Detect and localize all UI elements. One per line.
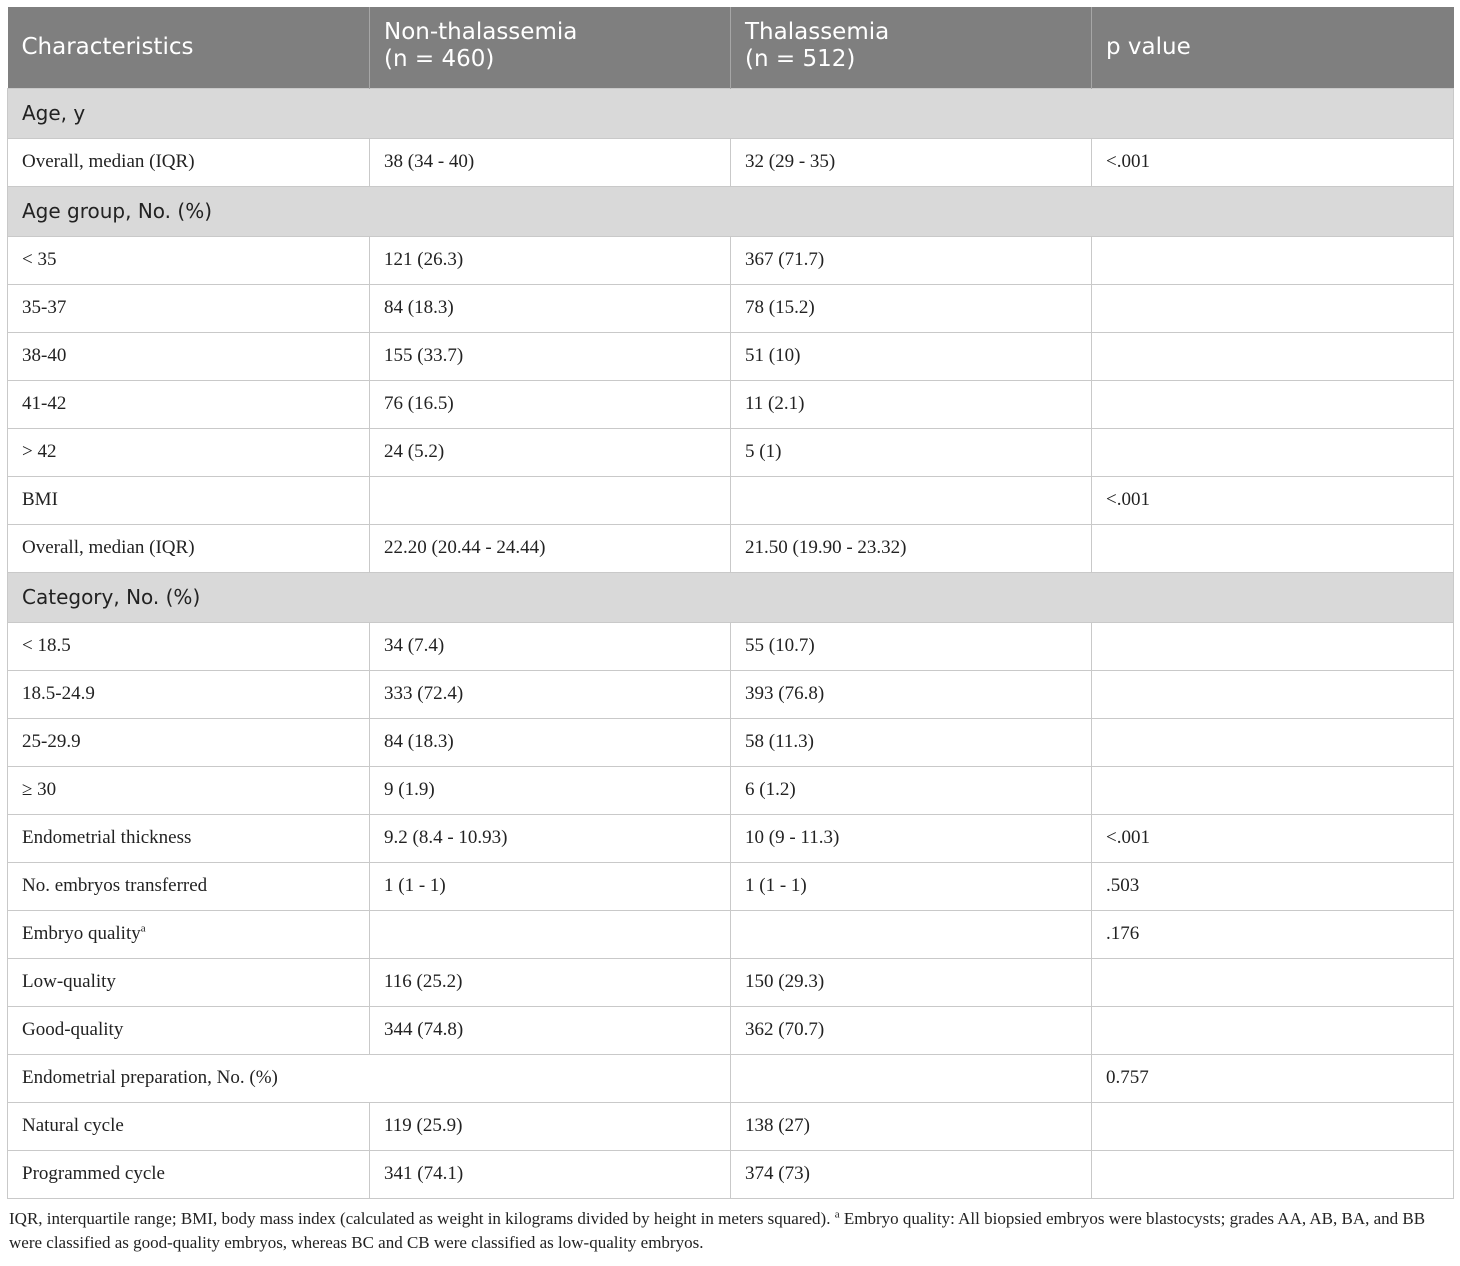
- table-cell: [1092, 718, 1454, 766]
- cell-superscript: a: [140, 922, 146, 935]
- section-label: Age, y: [8, 88, 1454, 138]
- cell-text: 6 (1.2): [745, 779, 796, 800]
- header-p-value: [1092, 7, 1454, 88]
- table-cell: [370, 428, 731, 476]
- table-cell: [8, 910, 370, 958]
- cell-text: 393 (76.8): [745, 683, 825, 704]
- cell-text: Good-quality: [22, 1019, 124, 1040]
- cell-text: 150 (29.3): [745, 971, 825, 992]
- table-cell: [8, 332, 370, 380]
- table-cell: [1092, 284, 1454, 332]
- table-cell: [1092, 814, 1454, 862]
- footnote-text-before: IQR, interquartile range; BMI, body mass index (calculated as weight in kilograms divided by height in meters squared).: [9, 1208, 835, 1228]
- cell-text: 1 (1 - 1): [745, 875, 807, 896]
- table-cell: [8, 428, 370, 476]
- table-cell: [1092, 236, 1454, 284]
- table-cell: [731, 958, 1092, 1006]
- table-cell: [731, 380, 1092, 428]
- table-cell: [8, 766, 370, 814]
- table-cell: [731, 284, 1092, 332]
- table-cell: [1092, 1006, 1454, 1054]
- table-row: [8, 1102, 1454, 1150]
- cell-text: 121 (26.3): [384, 249, 464, 270]
- table-cell: [8, 380, 370, 428]
- table-cell: [370, 524, 731, 572]
- cell-text: 11 (2.1): [745, 393, 805, 414]
- cell-text: 38-40: [22, 345, 67, 366]
- cell-text: 21.50 (19.90 - 23.32): [745, 537, 907, 558]
- table-cell: [8, 862, 370, 910]
- cell-text: 84 (18.3): [384, 731, 454, 752]
- cell-text: < 18.5: [22, 635, 71, 656]
- table-row: [8, 766, 1454, 814]
- cell-text: 1 (1 - 1): [384, 875, 446, 896]
- table-cell: [370, 284, 731, 332]
- table-cell: [370, 862, 731, 910]
- section-row: [8, 572, 1454, 622]
- table-cell: [1092, 1150, 1454, 1198]
- table-cell: [731, 1102, 1092, 1150]
- cell-text: 51 (10): [745, 345, 801, 366]
- cell-text: 344 (74.8): [384, 1019, 464, 1040]
- cell-text: <.001: [1106, 827, 1150, 848]
- cell-text: 76 (16.5): [384, 393, 454, 414]
- table-cell: [1092, 958, 1454, 1006]
- table-cell: [370, 476, 731, 524]
- cell-text: 9 (1.9): [384, 779, 435, 800]
- table-row: [8, 236, 1454, 284]
- table-row: [8, 910, 1454, 958]
- table-cell: [731, 1054, 1092, 1102]
- cell-text: Endometrial thickness: [22, 827, 192, 848]
- table-cell: [1092, 428, 1454, 476]
- section-label: Age group, No. (%): [8, 186, 1454, 236]
- table-cell: [8, 284, 370, 332]
- table-cell: [370, 718, 731, 766]
- table-cell: [370, 670, 731, 718]
- table-cell: [731, 476, 1092, 524]
- table-cell: [731, 814, 1092, 862]
- cell-text: .503: [1106, 875, 1140, 896]
- cell-text: .176: [1106, 923, 1140, 944]
- table-container: [7, 7, 1453, 1255]
- section-row: [8, 88, 1454, 138]
- table-cell: [731, 1006, 1092, 1054]
- table-cell: [370, 1102, 731, 1150]
- table-cell: [8, 814, 370, 862]
- table-row: [8, 1054, 1454, 1102]
- cell-text: < 35: [22, 249, 57, 270]
- table-cell: [731, 766, 1092, 814]
- table-row: [8, 332, 1454, 380]
- table-row: [8, 380, 1454, 428]
- cell-text: 24 (5.2): [384, 441, 445, 462]
- cell-text: 22.20 (20.44 - 24.44): [384, 537, 546, 558]
- header-line: Thalassemia: [745, 19, 890, 45]
- table-row: [8, 138, 1454, 186]
- table-cell: [731, 718, 1092, 766]
- table-cell: [370, 814, 731, 862]
- header-line: Non-thalassemia: [384, 19, 578, 45]
- cell-text: 9.2 (8.4 - 10.93): [384, 827, 508, 848]
- table-cell: [370, 958, 731, 1006]
- cell-text: 367 (71.7): [745, 249, 825, 270]
- table-row: [8, 862, 1454, 910]
- table-cell: [8, 958, 370, 1006]
- cell-text: 38 (34 - 40): [384, 151, 475, 172]
- table-cell: [731, 910, 1092, 958]
- table-cell: [8, 718, 370, 766]
- table-cell: [370, 332, 731, 380]
- cell-text: Overall, median (IQR): [22, 151, 195, 172]
- table-row: [8, 428, 1454, 476]
- table-cell: [8, 1054, 731, 1102]
- table-cell: [731, 332, 1092, 380]
- header-line: (n = 512): [745, 46, 856, 72]
- table-cell: [8, 138, 370, 186]
- header-line: Characteristics: [21, 33, 194, 60]
- table-cell: [8, 1102, 370, 1150]
- table-cell: [731, 138, 1092, 186]
- table-cell: [1092, 862, 1454, 910]
- cell-text: Low-quality: [22, 971, 116, 992]
- table-cell: [370, 380, 731, 428]
- header-thalassemia: [731, 7, 1092, 88]
- cell-text: BMI: [22, 489, 58, 510]
- cell-text: 32 (29 - 35): [745, 151, 836, 172]
- table-cell: [370, 236, 731, 284]
- table-cell: [731, 1150, 1092, 1198]
- cell-text: <.001: [1106, 489, 1150, 510]
- footnote-superscript: a: [834, 1207, 840, 1220]
- cell-text: 34 (7.4): [384, 635, 445, 656]
- table-cell: [1092, 1054, 1454, 1102]
- table-row: [8, 814, 1454, 862]
- table-cell: [1092, 380, 1454, 428]
- table-cell: [8, 476, 370, 524]
- table-footnote: [7, 1207, 1453, 1255]
- cell-text: Endometrial preparation, No. (%): [22, 1067, 278, 1088]
- table-body: [8, 88, 1454, 1198]
- table-cell: [1092, 476, 1454, 524]
- cell-text: Natural cycle: [22, 1115, 124, 1136]
- header-non-thalassemia: [370, 7, 731, 88]
- table-cell: [1092, 622, 1454, 670]
- table-cell: [731, 670, 1092, 718]
- cell-text: 374 (73): [745, 1163, 810, 1184]
- table-cell: [8, 670, 370, 718]
- table-row: [8, 622, 1454, 670]
- table-cell: [1092, 524, 1454, 572]
- cell-text: 341 (74.1): [384, 1163, 464, 1184]
- table-cell: [370, 138, 731, 186]
- cell-text: 55 (10.7): [745, 635, 815, 656]
- footnote-text-after: Embryo quality: All biopsied embryos were blastocysts; grades AA, AB, BA, and BB were classified as good-quality embryos, whereas BC and CB were classified as low-quality embryos.: [9, 1208, 1426, 1252]
- cell-text: 25-29.9: [22, 731, 81, 752]
- table-row: [8, 670, 1454, 718]
- table-row: [8, 284, 1454, 332]
- table-row: [8, 958, 1454, 1006]
- cell-text: 138 (27): [745, 1115, 810, 1136]
- cell-text: Overall, median (IQR): [22, 537, 195, 558]
- cell-text: 119 (25.9): [384, 1115, 463, 1136]
- table-row: [8, 476, 1454, 524]
- table-cell: [731, 862, 1092, 910]
- table-row: [8, 1150, 1454, 1198]
- section-label: Category, No. (%): [8, 572, 1454, 622]
- table-cell: [1092, 138, 1454, 186]
- table-cell: [370, 622, 731, 670]
- table-cell: [8, 236, 370, 284]
- table-cell: [8, 524, 370, 572]
- table-cell: [731, 236, 1092, 284]
- cell-text: > 42: [22, 441, 57, 462]
- cell-text: 78 (15.2): [745, 297, 815, 318]
- cell-text: 35-37: [22, 297, 67, 318]
- table-cell: [8, 1150, 370, 1198]
- cell-text: 18.5-24.9: [22, 683, 95, 704]
- cell-text: 10 (9 - 11.3): [745, 827, 840, 848]
- cell-text: <.001: [1106, 151, 1150, 172]
- cell-text: Programmed cycle: [22, 1163, 165, 1184]
- cell-text: 58 (11.3): [745, 731, 814, 752]
- cell-text: 333 (72.4): [384, 683, 464, 704]
- cell-text: 116 (25.2): [384, 971, 463, 992]
- cell-text: 5 (1): [745, 441, 782, 462]
- header-line: (n = 460): [384, 46, 495, 72]
- section-row: [8, 186, 1454, 236]
- table-cell: [1092, 910, 1454, 958]
- cell-text: Embryo quality: [22, 923, 141, 944]
- cell-text: 0.757: [1106, 1067, 1149, 1088]
- header-row: [8, 7, 1454, 88]
- table-cell: [1092, 332, 1454, 380]
- cell-text: 362 (70.7): [745, 1019, 825, 1040]
- table-cell: [370, 766, 731, 814]
- table-cell: [370, 1006, 731, 1054]
- table-row: [8, 524, 1454, 572]
- cell-text: 41-42: [22, 393, 67, 414]
- table-row: [8, 718, 1454, 766]
- table-cell: [370, 910, 731, 958]
- characteristics-table: [7, 7, 1454, 1199]
- table-cell: [1092, 766, 1454, 814]
- table-row: [8, 1006, 1454, 1054]
- table-cell: [731, 524, 1092, 572]
- table-cell: [731, 622, 1092, 670]
- header-characteristics: [8, 7, 370, 88]
- cell-text: 155 (33.7): [384, 345, 464, 366]
- table-cell: [1092, 670, 1454, 718]
- table-cell: [8, 1006, 370, 1054]
- table-cell: [731, 428, 1092, 476]
- header-line: p value: [1106, 33, 1191, 60]
- table-cell: [370, 1150, 731, 1198]
- table-cell: [1092, 1102, 1454, 1150]
- table-cell: [8, 622, 370, 670]
- cell-text: No. embryos transferred: [22, 875, 208, 896]
- cell-text: 84 (18.3): [384, 297, 454, 318]
- cell-text: ≥ 30: [22, 779, 57, 800]
